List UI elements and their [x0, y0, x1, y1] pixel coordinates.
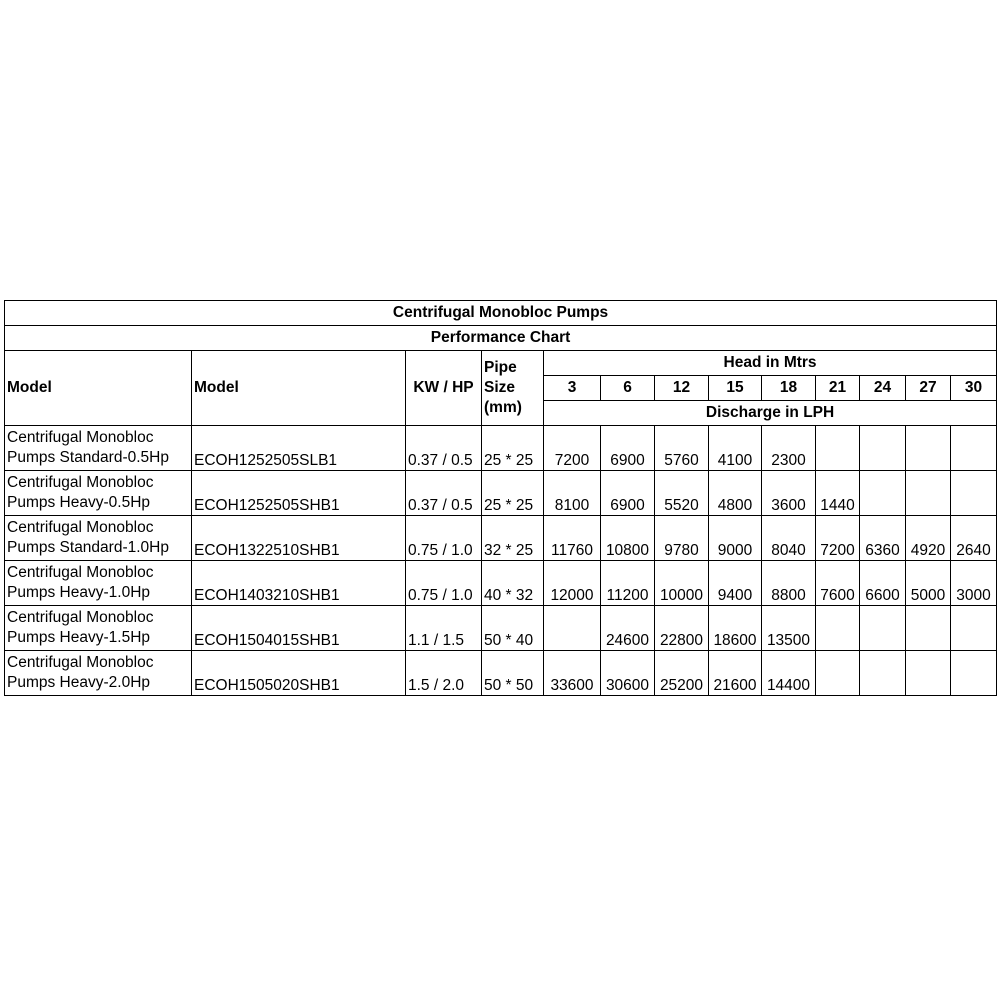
model-name-line2: Pumps Standard-1.0Hp — [7, 539, 169, 556]
discharge-cell — [860, 471, 906, 516]
header-head-6: 6 — [601, 376, 655, 401]
discharge-cell: 21600 — [709, 651, 762, 696]
header-head-in-mtrs: Head in Mtrs — [544, 351, 997, 376]
pipe-size-cell: 50 * 50 — [482, 651, 544, 696]
discharge-cell: 10000 — [655, 561, 709, 606]
pipe-size-cell: 25 * 25 — [482, 426, 544, 471]
pipe-size-cell: 32 * 25 — [482, 516, 544, 561]
model-name-line2: Pumps Heavy-1.0Hp — [7, 584, 151, 601]
discharge-cell — [951, 606, 997, 651]
table-row — [5, 516, 997, 561]
pipe-size-cell: 50 * 40 — [482, 606, 544, 651]
discharge-cell: 25200 — [655, 651, 709, 696]
header-head-15: 15 — [709, 376, 762, 401]
discharge-cell: 3600 — [762, 471, 816, 516]
discharge-cell: 6900 — [601, 471, 655, 516]
discharge-cell: 6600 — [860, 561, 906, 606]
header-pipe-line2: Size — [484, 379, 516, 396]
table-row — [5, 426, 997, 471]
model-name-cell — [5, 606, 192, 651]
discharge-cell: 9400 — [709, 561, 762, 606]
discharge-cell: 22800 — [655, 606, 709, 651]
discharge-cell — [906, 471, 951, 516]
model-name-line1: Centrifugal Monobloc — [7, 429, 154, 446]
header-model-code: Model — [192, 351, 406, 426]
model-name-cell — [5, 651, 192, 696]
discharge-cell: 14400 — [762, 651, 816, 696]
header-head-3: 3 — [544, 376, 601, 401]
discharge-cell: 8040 — [762, 516, 816, 561]
kw-hp-cell: 1.5 / 2.0 — [406, 651, 482, 696]
header-head-30: 30 — [951, 376, 997, 401]
table-row — [5, 606, 997, 651]
model-name-line2: Pumps Heavy-0.5Hp — [7, 494, 151, 511]
discharge-cell: 9000 — [709, 516, 762, 561]
discharge-cell: 5520 — [655, 471, 709, 516]
discharge-cell: 30600 — [601, 651, 655, 696]
discharge-cell: 8800 — [762, 561, 816, 606]
discharge-cell — [816, 426, 860, 471]
discharge-cell — [860, 651, 906, 696]
discharge-cell — [816, 651, 860, 696]
model-name-line1: Centrifugal Monobloc — [7, 564, 154, 581]
discharge-cell: 24600 — [601, 606, 655, 651]
discharge-cell: 12000 — [544, 561, 601, 606]
discharge-cell: 2300 — [762, 426, 816, 471]
discharge-cell: 1440 — [816, 471, 860, 516]
discharge-cell: 6360 — [860, 516, 906, 561]
table-row — [5, 471, 997, 516]
discharge-cell — [860, 426, 906, 471]
table-subtitle: Performance Chart — [5, 326, 997, 351]
table-row — [5, 561, 997, 606]
discharge-cell: 11200 — [601, 561, 655, 606]
model-code-cell: ECOH1504015SHB1 — [192, 606, 406, 651]
discharge-cell: 6900 — [601, 426, 655, 471]
header-model-name: Model — [5, 351, 192, 426]
model-name-line1: Centrifugal Monobloc — [7, 654, 154, 671]
kw-hp-cell: 0.75 / 1.0 — [406, 516, 482, 561]
discharge-cell: 18600 — [709, 606, 762, 651]
discharge-cell — [951, 651, 997, 696]
pipe-size-cell: 40 * 32 — [482, 561, 544, 606]
discharge-cell: 4800 — [709, 471, 762, 516]
performance-table — [4, 300, 997, 696]
kw-hp-cell: 0.75 / 1.0 — [406, 561, 482, 606]
header-pipe-line1: Pipe — [484, 359, 517, 376]
model-name-line1: Centrifugal Monobloc — [7, 519, 154, 536]
discharge-cell: 7200 — [816, 516, 860, 561]
kw-hp-cell: 0.37 / 0.5 — [406, 471, 482, 516]
discharge-cell: 33600 — [544, 651, 601, 696]
discharge-cell — [906, 651, 951, 696]
header-head-27: 27 — [906, 376, 951, 401]
model-name-line1: Centrifugal Monobloc — [7, 474, 154, 491]
discharge-cell: 3000 — [951, 561, 997, 606]
discharge-cell — [951, 471, 997, 516]
model-name-line2: Pumps Standard-0.5Hp — [7, 449, 169, 466]
discharge-cell: 4920 — [906, 516, 951, 561]
model-code-cell: ECOH1252505SLB1 — [192, 426, 406, 471]
discharge-cell: 8100 — [544, 471, 601, 516]
header-head-24: 24 — [860, 376, 906, 401]
discharge-cell — [906, 426, 951, 471]
model-name-cell — [5, 516, 192, 561]
pipe-size-cell: 25 * 25 — [482, 471, 544, 516]
model-code-cell: ECOH1403210SHB1 — [192, 561, 406, 606]
model-code-cell: ECOH1322510SHB1 — [192, 516, 406, 561]
model-name-cell — [5, 426, 192, 471]
header-pipe-size — [482, 351, 544, 426]
discharge-cell — [816, 606, 860, 651]
discharge-cell: 5000 — [906, 561, 951, 606]
model-name-line2: Pumps Heavy-2.0Hp — [7, 674, 151, 691]
discharge-cell: 13500 — [762, 606, 816, 651]
discharge-cell — [860, 606, 906, 651]
discharge-cell: 5760 — [655, 426, 709, 471]
discharge-cell: 10800 — [601, 516, 655, 561]
kw-hp-cell: 1.1 / 1.5 — [406, 606, 482, 651]
model-name-line1: Centrifugal Monobloc — [7, 609, 154, 626]
model-name-cell — [5, 471, 192, 516]
discharge-cell — [906, 606, 951, 651]
discharge-cell: 7600 — [816, 561, 860, 606]
kw-hp-cell: 0.37 / 0.5 — [406, 426, 482, 471]
discharge-cell: 4100 — [709, 426, 762, 471]
header-head-18: 18 — [762, 376, 816, 401]
table-row — [5, 651, 997, 696]
model-code-cell: ECOH1252505SHB1 — [192, 471, 406, 516]
discharge-cell: 2640 — [951, 516, 997, 561]
discharge-cell: 9780 — [655, 516, 709, 561]
header-head-12: 12 — [655, 376, 709, 401]
discharge-cell: 11760 — [544, 516, 601, 561]
header-head-21: 21 — [816, 376, 860, 401]
header-discharge-lph: Discharge in LPH — [544, 401, 997, 426]
header-pipe-line3: (mm) — [484, 399, 522, 416]
model-code-cell: ECOH1505020SHB1 — [192, 651, 406, 696]
model-name-cell — [5, 561, 192, 606]
discharge-cell — [951, 426, 997, 471]
header-kw-hp: KW / HP — [406, 351, 482, 426]
discharge-cell: 7200 — [544, 426, 601, 471]
discharge-cell — [544, 606, 601, 651]
table-title: Centrifugal Monobloc Pumps — [5, 301, 997, 326]
model-name-line2: Pumps Heavy-1.5Hp — [7, 629, 151, 646]
